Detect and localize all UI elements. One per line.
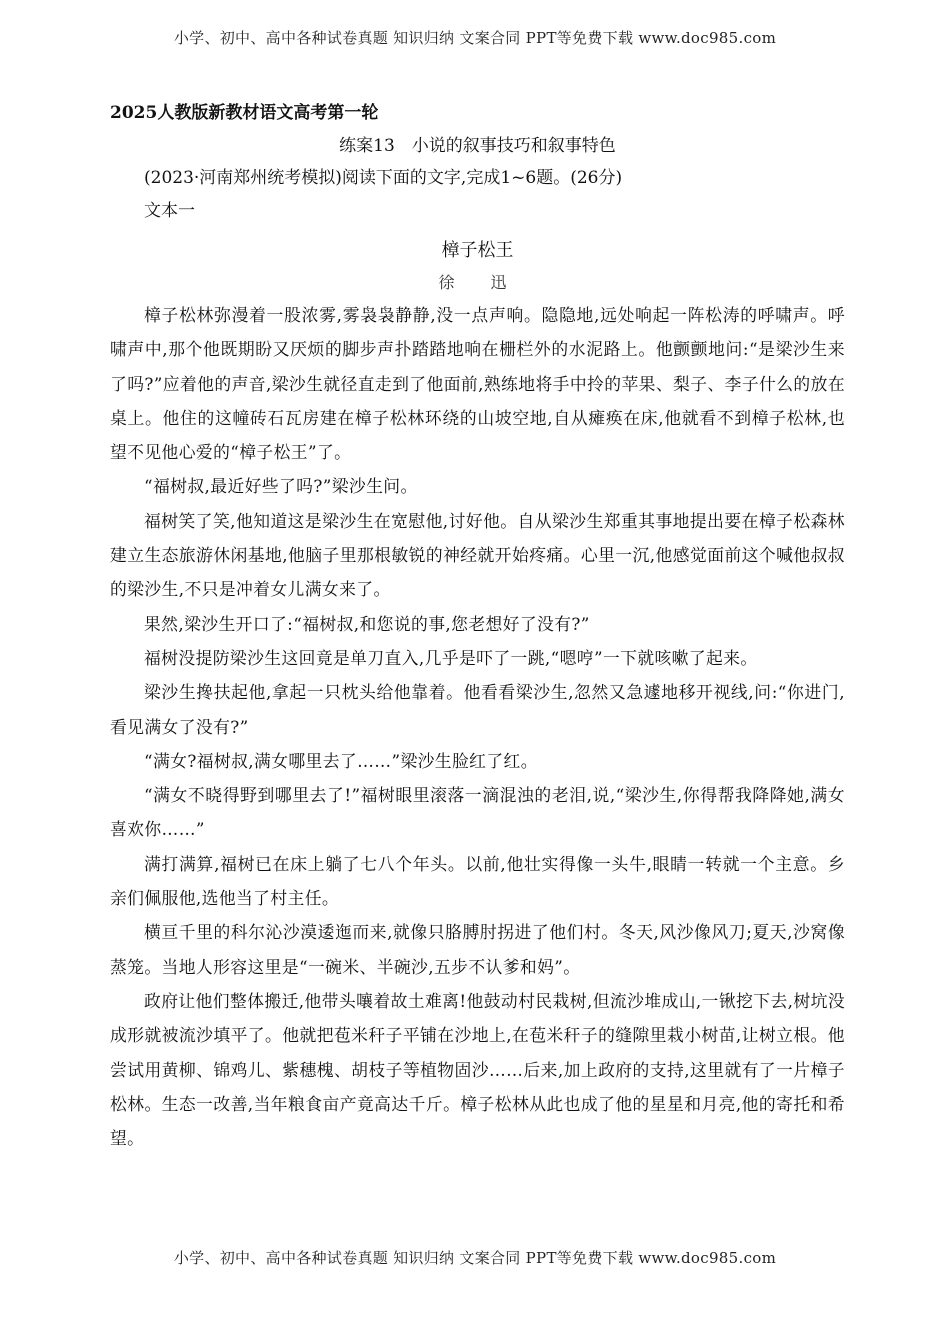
- story-paragraph: “满女?福树叔,满女哪里去了……”梁沙生脸红了红。: [144, 750, 538, 771]
- story-paragraph: 横亘千里的科尔沁沙漠逶迤而来,就像只胳膊肘拐进了他们村。冬天,风沙像风刀;夏天,沙窝像蒸笼。当地人形容这里是“一碗米、半碗沙,五步不认爹和妈”。: [110, 922, 845, 977]
- exercise-title: 练案13 小说的叙事技巧和叙事特色: [339, 136, 616, 156]
- reading-instruction: (2023·河南郑州统考模拟)阅读下面的文字,完成1~6题。(26分): [144, 168, 623, 188]
- story-title: 樟子松王: [441, 240, 514, 261]
- page-header: 小学、初中、高中各种试卷真题 知识归纳 文案合同 PPT等免费下载 www.doc985.com: [173, 29, 777, 47]
- story-paragraph: 福树笑了笑,他知道这是梁沙生在宽慰他,讨好他。自从梁沙生郑重其事地提出要在樟子松森林建立生态旅游休闲基地,他脑子里那根敏锐的神经就开始疼痛。心里一沉,他感觉面前这个喊他叔叔的梁沙生,不只是冲着女儿满女来了。: [110, 510, 845, 600]
- story-paragraph: 果然,梁沙生开口了:“福树叔,和您说的事,您老想好了没有?”: [144, 613, 590, 634]
- story-paragraph: 政府让他们整体搬迁,他带头嚷着故土难离!他鼓动村民栽树,但流沙堆成山,一锹挖下去,树坑没成形就被流沙填平了。他就把苞米秆子平铺在沙地上,在苞米秆子的缝隙里栽小树苗,让树立根。他尝试用黄柳、锦鸡儿、紫穗槐、胡枝子等植物固沙……后来,加上政府的支持,这里就有了一片樟子松林。生态一改善,当年粮食亩产竟高达千斤。樟子松林从此也成了他的星星和月亮,他的寄托和希望。: [110, 990, 845, 1149]
- story-paragraph: “满女不晓得野到哪里去了!”福树眼里滚落一滴混浊的老泪,说,“梁沙生,你得帮我降降她,满女喜欢你……”: [110, 785, 845, 840]
- page-footer: 小学、初中、高中各种试卷真题 知识归纳 文案合同 PPT等免费下载 www.doc985.com: [173, 1249, 777, 1267]
- story-paragraph: 樟子松林弥漫着一股浓雾,雾袅袅静静,没一点声响。隐隐地,远处响起一阵松涛的呼啸声。呼啸声中,那个他既期盼又厌烦的脚步声扑踏踏地响在栅栏外的水泥路上。他颤颤地问:“是梁沙生来了吗?”应着他的声音,梁沙生就径直走到了他面前,熟练地将手中拎的苹果、梨子、李子什么的放在桌上。他住的这幢砖石瓦房建在樟子松林环绕的山坡空地,自从瘫痪在床,他就看不到樟子松林,也望不见他心爱的“樟子松王”了。: [110, 305, 845, 463]
- story-paragraph: 梁沙生搀扶起他,拿起一只枕头给他靠着。他看看梁沙生,忽然又急遽地移开视线,问:“你进门,看见满女了没有?”: [110, 682, 845, 737]
- story-author: 徐 迅: [438, 273, 517, 292]
- document-title: 2025人教版新教材语文高考第一轮: [110, 103, 379, 123]
- story-paragraph: 福树没提防梁沙生这回竟是单刀直入,几乎是吓了一跳,“嗯哼”一下就咳嗽了起来。: [144, 647, 758, 668]
- story-paragraph: “福树叔,最近好些了吗?”梁沙生问。: [144, 476, 418, 497]
- story-paragraph: 满打满算,福树已在床上躺了七八个年头。以前,他壮实得像一头牛,眼睛一转就一个主意。乡亲们佩服他,选他当了村主任。: [110, 853, 845, 909]
- text-label: 文本一: [144, 201, 195, 221]
- document-body: [110, 98, 845, 1155]
